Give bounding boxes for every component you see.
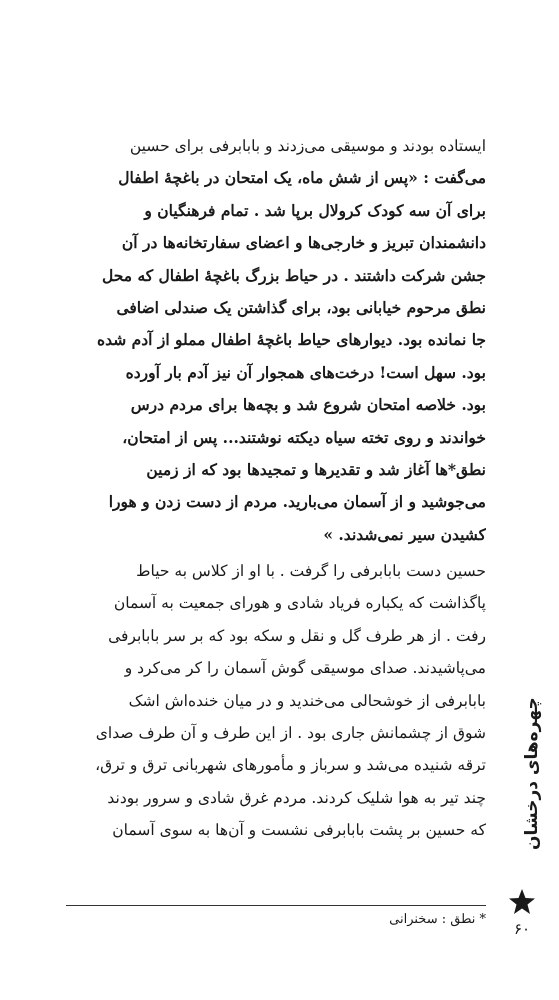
paragraph-1: [66, 130, 486, 551]
text-line: بابابرفی از خوشحالی می‌خندید و در میان خنده‌اش اشک: [128, 691, 486, 710]
text-line: رفت . از هر طرف گل و نقل و سکه بود که بر سر بابابرفی: [108, 626, 486, 645]
text-line: می‌جوشید و از آسمان می‌بارید. مردم از دست زدن و هورا: [108, 492, 486, 512]
footnote: * نطق : سخنرانی: [389, 912, 486, 927]
text-line: بود. خلاصه امتحان شروع شد و بچه‌ها برای مردم درس: [130, 395, 486, 415]
text-line: پاگذاشت که یکباره فریاد شادی و هورای جمعیت به آسمان: [113, 594, 486, 613]
text-line: نطق مرحوم خیابانی بود، برای گذاشتن یک صندلی اضافی: [116, 297, 486, 317]
text-line: حسین دست بابابرفی را گرفت . با او از کلاس به حیاط: [136, 562, 486, 581]
text-line: ترقه شنیده می‌شد و سرباز و مأمورهای شهربانی ترق و ترق،: [95, 756, 486, 775]
text-line: جا نمانده بود. دیوارهای حیاط باغچهٔ اطفال مملو از آدم شده: [97, 330, 486, 350]
paragraph-2: [66, 555, 486, 847]
text-line: جشن شرکت داشتند . در حیاط بزرگ باغچهٔ اطفال که محل: [102, 265, 486, 285]
page-number: ۶۰: [513, 920, 531, 938]
text-line: می‌پاشیدند. صدای موسیقی گوش آسمان را کر می‌کرد و: [124, 659, 486, 678]
text-line: که حسین بر پشت بابابرفی نشست و آن‌ها به سوی آسمان: [112, 821, 486, 840]
text-line: می‌گفت : «پس از شش ماه، یک امتحان در باغچهٔ اطفال: [118, 168, 486, 188]
star-icon: [507, 887, 537, 917]
text-line: خواندند و روی تخته سیاه دیکته نوشتند... پس از امتحان،: [122, 427, 486, 447]
running-book-title: چهره‌های درخشان: [522, 697, 542, 850]
text-line: کشیدن سیر نمی‌شدند. »: [323, 524, 486, 544]
text-line: شوق از چشمانش جاری بود . از این طرف و آن طرف صدای: [95, 724, 486, 743]
footnote-divider: [66, 905, 486, 906]
text-line: بود. سهل است! درخت‌های همجوار آن نیز آدم بار آورده: [125, 362, 486, 382]
text-line: ایستاده بودند و موسیقی می‌زدند و بابابرفی برای حسین: [129, 137, 486, 155]
body-text: [66, 130, 486, 847]
text-line: دانشمندان تبریز و خارجی‌ها و اعضای سفارتخانه‌ها در آن: [121, 233, 486, 253]
text-line: برای آن سه کودک کرولال برپا شد . تمام فرهنگیان و: [144, 200, 486, 220]
text-line: نطق*ها آغاز شد و تقدیرها و تمجیدها بود که از زمین: [146, 459, 486, 479]
text-line: چند تیر به هوا شلیک کردند. مردم غرق شادی و سرور بودند: [107, 788, 486, 807]
